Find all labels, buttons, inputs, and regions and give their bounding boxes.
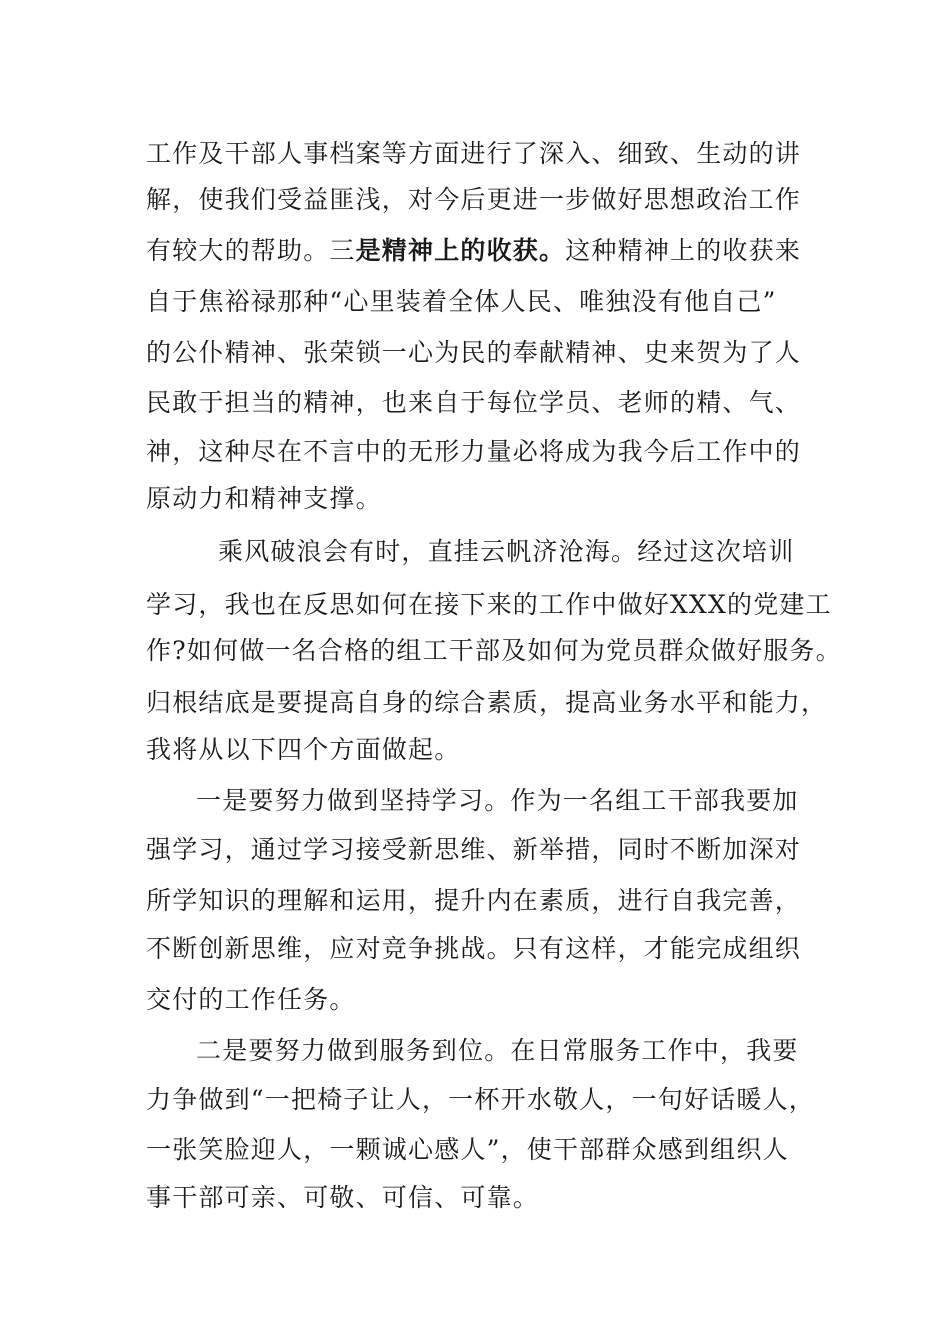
text-line: 一张笑脸迎人，一颗诚心感人”，使干部群众感到组织人 [146, 1135, 789, 1164]
text-line: 学习，我也在反思如何在接下来的工作中做好XXX的党建工 [146, 590, 832, 619]
paragraph-first-line: 乘风破浪会有时，直挂云帆济沧海。经过这次培训 [218, 537, 795, 566]
text-line: 原动力和精神支撑。 [146, 484, 382, 513]
text-line: 不断创新思维，应对竞争挑战。只有这样，才能完成组织 [146, 934, 802, 963]
paragraph-first-line: 一是要努力做到坚持学习。作为一名组工干部我要加 [196, 786, 799, 815]
text-line-mixed [146, 234, 801, 268]
text-line: 自于焦裕禄那种“心里装着全体人民、唯独没有他自己” [146, 287, 777, 316]
text-line: 的公仆精神、张荣锁一心为民的奉献精神、史来贺为了人 [146, 338, 802, 367]
text-run: 有较大的帮助。三 [146, 236, 356, 265]
text-line: 力争做到“一把椅子让人，一杯开水敬人，一句好话暖人， [146, 1085, 815, 1114]
text-line: 所学知识的理解和运用，提升内在素质，进行自我完善， [146, 886, 802, 915]
text-line: 工作及干部人事档案等方面进行了深入、细致、生动的讲 [146, 139, 802, 168]
text-line: 我将从以下四个方面做起。 [146, 735, 461, 764]
paragraph-first-line: 二是要努力做到服务到位。在日常服务工作中，我要 [196, 1036, 799, 1065]
bold-heading-run: 是精神上的收获。 [355, 236, 566, 265]
text-line: 民敢于担当的精神，也来自于每位学员、老师的精、气、 [146, 388, 802, 417]
text-line: 作?如何做一名合格的组工干部及如何为党员群众做好服务。 [146, 636, 842, 665]
text-line: 交付的工作任务。 [146, 985, 356, 1014]
text-line: 神，这种尽在不言中的无形力量必将成为我今后工作中的 [146, 437, 802, 466]
text-line: 强学习，通过学习接受新思维、新举措，同时不断加深对 [146, 835, 802, 864]
text-line: 归根结底是要提高自身的综合素质，提高业务水平和能力， [146, 688, 828, 717]
text-line: 解，使我们受益匪浅，对今后更进一步做好思想政治工作 [146, 185, 802, 214]
text-line: 事干部可亲、可敬、可信、可靠。 [146, 1183, 540, 1212]
text-run: 这种精神上的收获来 [565, 236, 802, 265]
